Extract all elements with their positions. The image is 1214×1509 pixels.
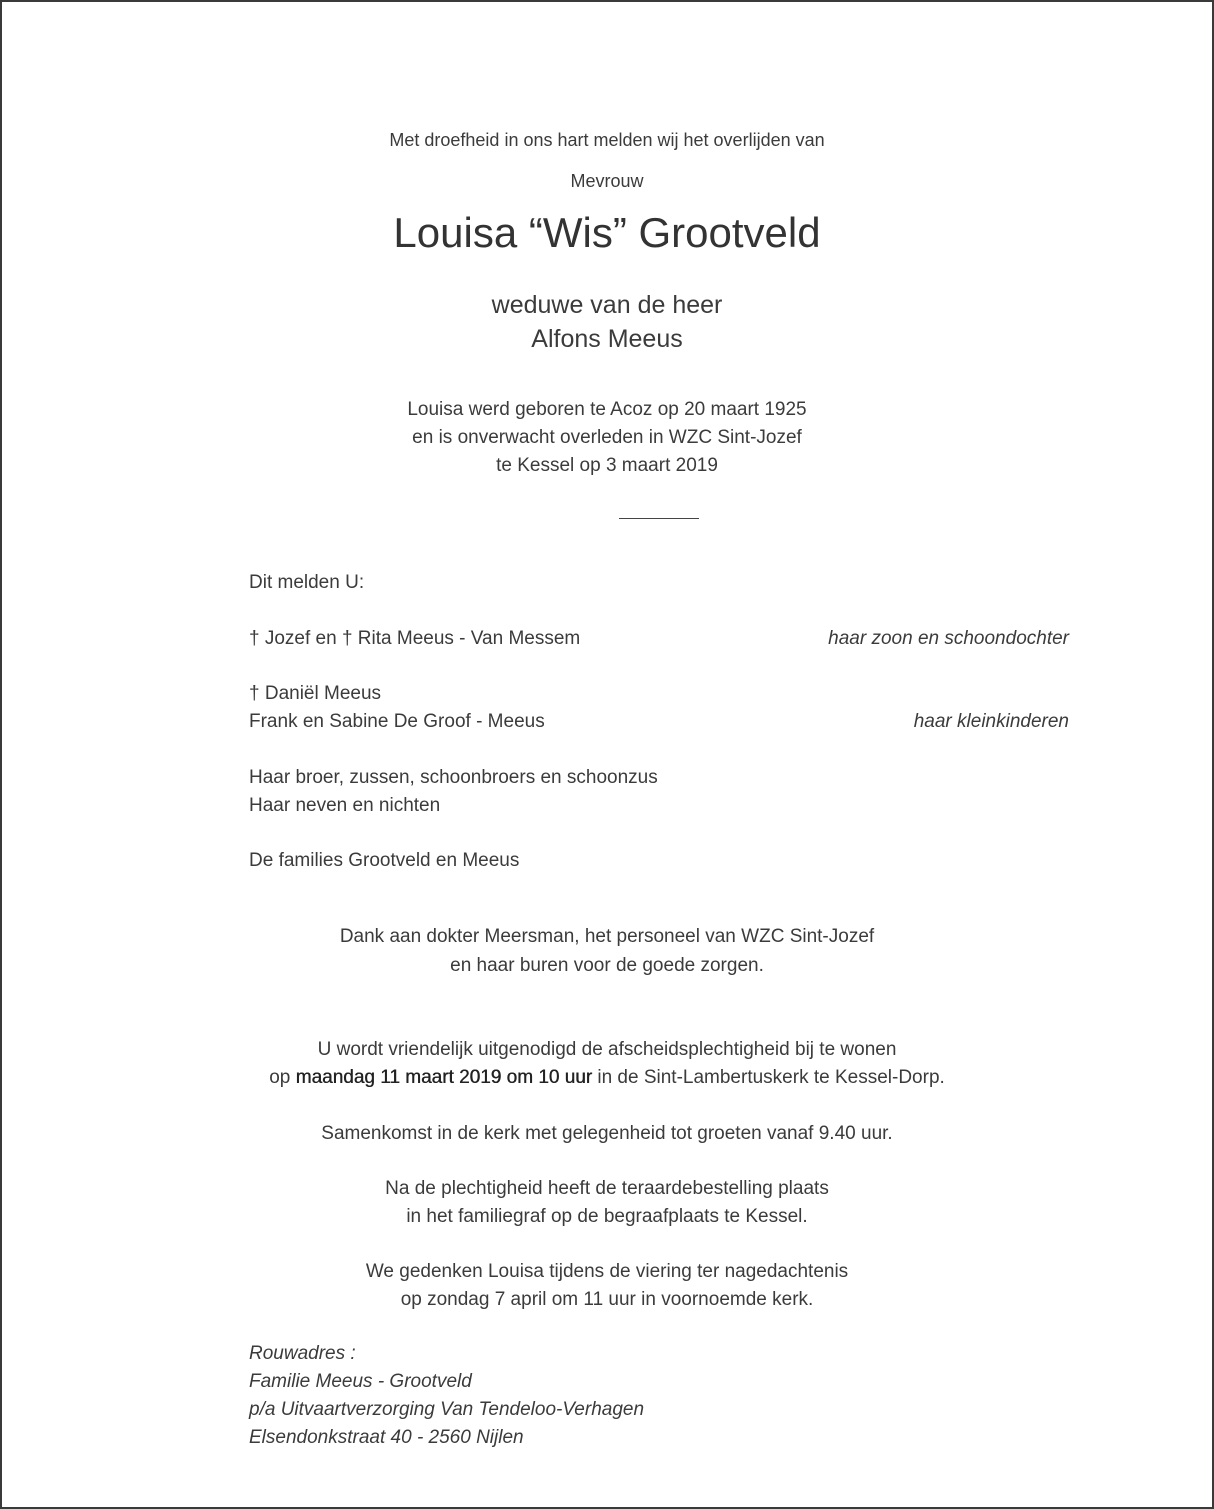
memorial-line-2: op zondag 7 april om 11 uur in voornoemde kerk. [400, 1289, 814, 1310]
burial-line-1: Na de plechtigheid heeft de teraardebestelling plaats [385, 1178, 829, 1199]
invitation-suffix: in de Sint-Lambertuskerk te Kessel-Dorp. [592, 1067, 945, 1088]
invitation-prefix: op [269, 1067, 296, 1088]
thanks-line-1: Dank aan dokter Meersman, het personeel van WZC Sint-Jozef [339, 926, 875, 947]
deceased-name: Louisa “Wis” Grootveld [393, 209, 821, 256]
thanks-line-2: en haar buren voor de goede zorgen. [450, 955, 764, 976]
address-street: Elsendonkstraat 40 - 2560 Nijlen [249, 1427, 524, 1448]
spouse-name: Alfons Meeus [531, 325, 683, 353]
widow-line: weduwe van de heer [491, 291, 723, 319]
death-line: en is onverwacht overleden in WZC Sint-Jozef [412, 427, 802, 448]
grandchild-line-1: † Daniël Meeus [249, 683, 382, 704]
gathering-line: Samenkomst in de kerk met gelegenheid tot groeten vanaf 9.40 uur. [321, 1123, 893, 1144]
burial-line-2: in het familiegraf op de begraafplaats te Kessel. [406, 1206, 808, 1227]
family-heading: Dit melden U: [249, 572, 365, 593]
invitation-line-2 [2, 1068, 1212, 1087]
invitation-line-1: U wordt vriendelijk uitgenodigd de afscheidsplechtigheid bij te wonen [317, 1039, 897, 1060]
siblings-line: Haar broer, zussen, schoonbroers en schoonzus [249, 767, 658, 788]
birth-line: Louisa werd geboren te Acoz op 20 maart 1925 [407, 399, 807, 420]
invitation-datetime: maandag 11 maart 2019 om 10 uur [295, 1067, 593, 1088]
death-place-line: te Kessel op 3 maart 2019 [496, 455, 718, 476]
grandchild-line-2: Frank en Sabine De Groof - Meeus [249, 711, 545, 732]
divider-rule [619, 518, 699, 519]
address-label: Rouwadres : [249, 1343, 356, 1364]
address-care-of: p/a Uitvaartverzorging Van Tendeloo-Verhagen [249, 1399, 645, 1420]
address-family: Familie Meeus - Grootveld [249, 1371, 472, 1392]
son-relation: haar zoon en schoondochter [828, 628, 1069, 649]
families-line: De families Grootveld en Meeus [249, 850, 520, 871]
intro-text: Met droefheid in ons hart melden wij het overlijden van [389, 130, 825, 150]
cousins-line: Haar neven en nichten [249, 795, 441, 816]
memorial-line-1: We gedenken Louisa tijdens de viering ter nagedachtenis [365, 1261, 849, 1282]
grandchildren-relation: haar kleinkinderen [913, 711, 1069, 732]
honorific: Mevrouw [570, 171, 644, 191]
son-line: † Jozef en † Rita Meeus - Van Messem [249, 628, 581, 649]
